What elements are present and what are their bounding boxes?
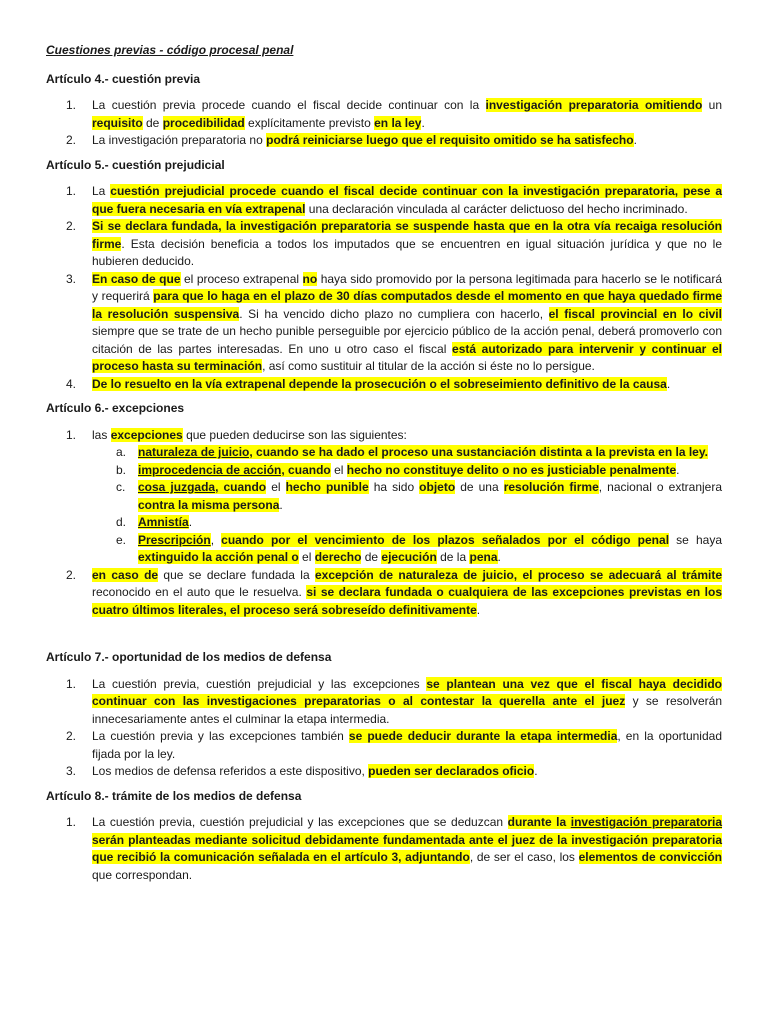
item-number: 2. <box>66 567 77 582</box>
text-run: que pueden deducirse son las siguientes: <box>182 427 407 442</box>
document-title: Cuestiones previas - código procesal penal <box>46 43 294 57</box>
sub-item <box>92 532 722 567</box>
highlighted-text: si se declara fundada o cualquiera de las excepciones previstas en los cuatro últimos literales, el proceso será sobreseído definitivamente <box>92 585 722 617</box>
highlighted-text: objeto <box>419 480 456 494</box>
sub-item-text <box>138 444 722 462</box>
highlighted-text: contra la misma persona <box>138 497 280 512</box>
sub-item-text <box>138 479 722 514</box>
text-run: La <box>92 184 111 198</box>
highlighted-text: para que lo haga en el plazo de 30 días computados desde el momento en que haya quedado firme la resolución suspensiva <box>92 289 722 321</box>
item-number: 3. <box>66 271 77 286</box>
text-run: que correspondan. <box>92 867 193 882</box>
text-run: el <box>330 462 347 477</box>
text-run: , nacional o extranjera <box>598 480 723 494</box>
item-number: 4. <box>66 376 77 391</box>
text-run: reconocido en el auto que le resuelva. <box>92 585 307 599</box>
text-run: el <box>298 550 315 564</box>
article-heading: Artículo 7.- oportunidad de los medios de defensa <box>46 650 332 664</box>
text-run: . <box>497 550 501 564</box>
highlighted-text: serán planteadas mediante solicitud debidamente fundamentada ante el juez de la investigación preparatoria que recibió la comunicación señalada en el artículo 3, adjuntando <box>92 832 722 864</box>
sub-item-letter: c. <box>116 480 126 494</box>
item-number: 1. <box>66 184 77 198</box>
item-number: 3. <box>66 764 77 778</box>
text-run: las <box>92 427 111 442</box>
highlighted-text: investigación preparatoria <box>570 815 723 829</box>
text-run: de una <box>455 480 504 494</box>
text-run: y se resolverán innecesariamente antes el culminar la etapa intermedia. <box>92 694 722 726</box>
item-number: 1. <box>66 815 77 829</box>
text-run: un <box>702 98 722 112</box>
text-run: . <box>476 602 481 617</box>
highlighted-text: Amnistía <box>138 515 189 529</box>
sub-item-letter: b. <box>116 462 127 477</box>
highlighted-text: naturaleza de juicio <box>138 445 250 459</box>
article-heading: Artículo 8.- trámite de los medios de defensa <box>46 788 302 803</box>
highlighted-text: , cuando <box>215 480 267 494</box>
highlighted-text: procedibilidad <box>162 115 245 130</box>
sub-item-letter: e. <box>116 532 127 547</box>
text-run: La investigación preparatoria no <box>92 133 267 147</box>
item-text <box>92 567 722 620</box>
text-run: , <box>210 532 222 547</box>
text-run: . <box>676 462 680 477</box>
article-heading: Artículo 6.- excepciones <box>46 401 185 415</box>
item-number: 2. <box>66 219 77 233</box>
text-run: La cuestión previa, cuestión prejudicial y las excepciones que se deduzcan <box>92 815 508 829</box>
highlighted-text: En caso de que <box>92 271 181 286</box>
text-run: , así como sustituir al titular de la acción si éste no lo persigue. <box>262 359 595 373</box>
text-run: , de ser el caso, los <box>469 850 579 864</box>
article-heading: Artículo 5.- cuestión prejudicial <box>46 157 225 172</box>
text-run: La cuestión previa y las excepciones también <box>92 729 349 743</box>
item-text <box>92 183 722 218</box>
highlighted-text: , cuando <box>281 462 331 477</box>
text-run: de la <box>436 550 470 564</box>
text-run: La cuestión previa procede cuando el fiscal decide continuar con la <box>92 98 486 112</box>
highlighted-text: pena <box>469 550 498 564</box>
highlighted-text: cuando por el vencimiento de los plazos señalados por el código penal <box>221 532 670 547</box>
text-run: . <box>421 115 425 130</box>
item-text <box>92 814 722 884</box>
article-item-list <box>46 814 722 884</box>
item-text <box>92 218 722 271</box>
articles-container <box>46 71 722 885</box>
item-text <box>92 728 722 763</box>
sub-item <box>92 462 722 480</box>
sub-item <box>92 444 722 462</box>
highlighted-text: De lo resuelto en la vía extrapenal depende la prosecución o el sobreseimiento definitivo de la causa <box>92 376 667 391</box>
sub-item-letter: a. <box>116 445 127 459</box>
article-item <box>46 763 722 781</box>
highlighted-text: el fiscal provincial en lo civil <box>548 306 722 321</box>
article-item <box>46 728 722 763</box>
sub-item <box>92 479 722 514</box>
text-run: una declaración vinculada al carácter delictuoso del hecho incriminado. <box>305 201 688 216</box>
article-item <box>46 271 722 376</box>
article-item-list <box>46 427 722 620</box>
item-text <box>92 271 722 376</box>
item-text <box>92 376 722 394</box>
highlighted-text: está autorizado para intervenir y continuar el proceso hasta su terminación <box>92 341 722 373</box>
item-number: 2. <box>66 729 77 743</box>
article-item-list <box>46 97 722 150</box>
highlighted-text: , cuando se ha dado el proceso una sustanciación distinta a la prevista en la ley. <box>249 445 708 459</box>
article-item <box>46 97 722 132</box>
sub-item-list <box>92 444 722 567</box>
article-item <box>46 427 722 567</box>
highlighted-text: Si se declara fundada, la investigación preparatoria se suspende hasta que en la otra vía recaiga resolución firme <box>92 219 722 251</box>
item-text <box>92 427 722 445</box>
highlighted-text: se puede deducir durante la etapa intermedia <box>348 729 618 743</box>
highlighted-text: Prescripción <box>138 532 211 547</box>
text-run: el <box>266 480 286 494</box>
highlighted-text: hecho no constituye delito o no es justiciable penalmente <box>346 462 677 477</box>
sub-item-text <box>138 532 722 567</box>
text-run: . <box>279 497 283 512</box>
text-run: . Si ha vencido dicho plazo no cumpliera con hacerlo, <box>239 306 549 321</box>
text-run: . <box>188 515 193 529</box>
text-run: La cuestión previa, cuestión prejudicial y las excepciones <box>92 676 427 691</box>
highlighted-text: improcedencia de acción <box>138 462 282 477</box>
article-item <box>46 814 722 884</box>
sub-item <box>92 514 722 532</box>
highlighted-text: derecho <box>314 550 362 564</box>
article-item <box>46 376 722 394</box>
text-run: de <box>361 550 382 564</box>
article-item-list <box>46 676 722 781</box>
highlighted-text: hecho punible <box>285 480 369 494</box>
text-run: siempre que se trate de un hecho punible perseguible por ejercicio público de la acción penal, deberá promoverlo con citación de las partes interesadas. En uno u otro caso el fiscal <box>92 324 722 356</box>
highlighted-text: excepciones <box>110 427 183 442</box>
text-run: . Esta decisión beneficia a todos los imputados que se encuentren en igual situación jurídica y que no le hubieren deducido. <box>92 236 722 268</box>
highlighted-text: ejecución <box>381 550 437 564</box>
text-run: Los medios de defensa referidos a este dispositivo, <box>92 764 369 778</box>
text-run: que se declare fundada la <box>158 567 315 582</box>
highlighted-text: durante la <box>507 815 571 829</box>
text-run: . <box>534 764 538 778</box>
text-run: explícitamente previsto <box>244 115 375 130</box>
highlighted-text: cosa juzgada <box>138 480 216 494</box>
highlighted-text: extinguido la acción penal o <box>138 550 299 564</box>
item-number: 1. <box>66 676 77 691</box>
article-item-list <box>46 183 722 393</box>
highlighted-text: pueden ser declarados oficio <box>368 764 535 778</box>
highlighted-text: se plantean una vez que el fiscal haya decidido continuar con las investigaciones preparatorias o al contestar la querella ante el juez <box>92 676 722 708</box>
sub-item-text <box>138 462 722 480</box>
item-number: 1. <box>66 98 77 112</box>
article-item <box>46 183 722 218</box>
item-text <box>92 676 722 729</box>
highlighted-text: en caso de <box>92 567 159 582</box>
article-item <box>46 132 722 150</box>
highlighted-text: excepción de naturaleza de juicio, el proceso se adecuará al trámite <box>314 567 723 582</box>
article-item <box>46 567 722 620</box>
highlighted-text: resolución firme <box>503 480 599 494</box>
item-number: 1. <box>66 427 77 442</box>
highlighted-text: podrá reiniciarse luego que el requisito omitido se ha satisfecho <box>266 133 634 147</box>
text-run: . <box>633 133 637 147</box>
highlighted-text: no <box>302 271 318 286</box>
text-run: se haya <box>669 532 722 547</box>
item-text <box>92 132 722 150</box>
text-run: de <box>142 115 163 130</box>
highlighted-text: requisito <box>92 115 143 130</box>
text-run: el proceso extrapenal <box>180 271 303 286</box>
text-run: . <box>666 376 671 391</box>
highlighted-text: investigación preparatoria omitiendo <box>485 98 703 112</box>
text-run: haya sido promovido por la persona legitimada para hacerlo se le notificará y requerirá <box>92 271 723 303</box>
item-number: 2. <box>66 133 77 147</box>
item-text <box>92 763 722 781</box>
highlighted-text: en la ley <box>374 115 422 130</box>
text-run: , en la oportunidad fijada por la ley. <box>92 729 722 761</box>
highlighted-text: cuestión prejudicial procede cuando el fiscal decide continuar con la investigación preparatoria, pese a que fuera necesaria en vía extrapenal <box>92 184 723 216</box>
article-heading: Artículo 4.- cuestión previa <box>46 71 201 86</box>
article-item <box>46 218 722 271</box>
highlighted-text: elementos de convicción <box>578 850 723 864</box>
item-text <box>92 97 722 132</box>
text-run: ha sido <box>368 480 420 494</box>
sub-item-text <box>138 514 722 532</box>
article-item <box>46 676 722 729</box>
sub-item-letter: d. <box>116 515 127 529</box>
